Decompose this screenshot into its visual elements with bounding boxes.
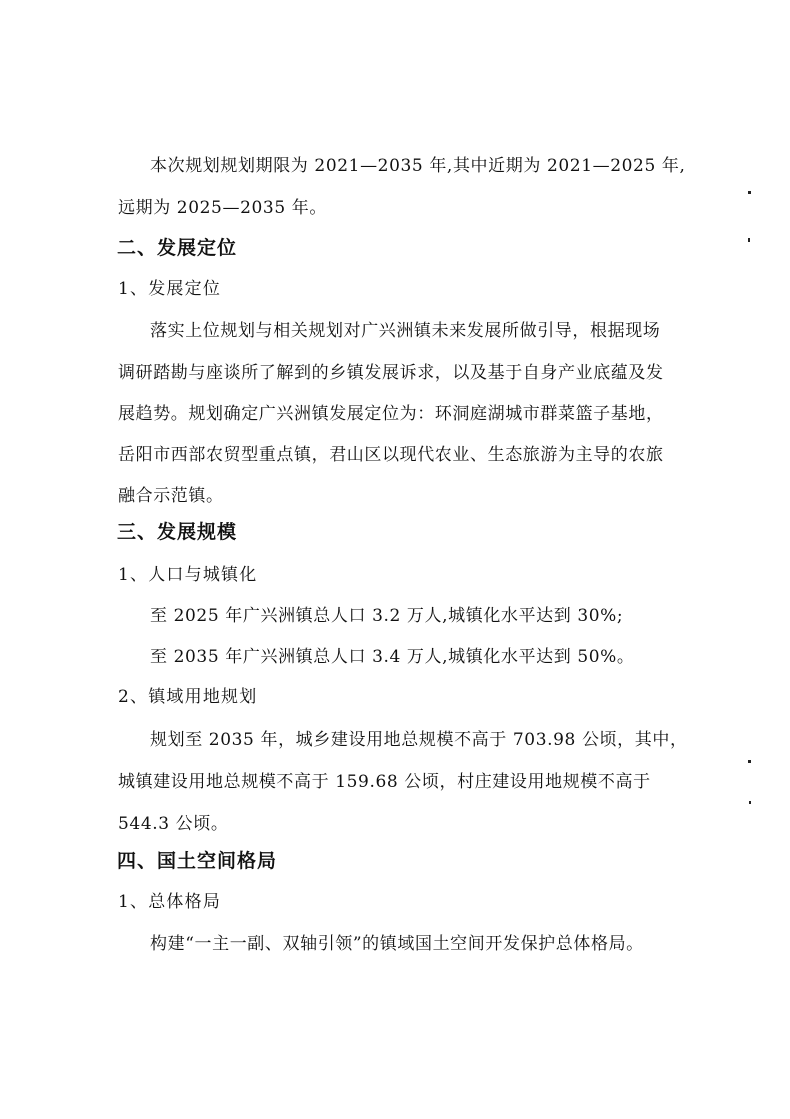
land-line-3: 544.3 公顷。	[118, 814, 229, 834]
population-2025: 至 2025 年广兴洲镇总人口 3.2 万人,城镇化水平达到 30%;	[150, 606, 624, 626]
scan-speck	[748, 238, 750, 242]
land-line-2: 城镇建设用地总规模不高于 159.68 公顷，村庄建设用地规模不高于	[118, 772, 651, 792]
population-2035: 至 2035 年广兴洲镇总人口 3.4 万人,城镇化水平达到 50%。	[150, 647, 635, 667]
scan-speck	[748, 191, 751, 194]
positioning-line-2: 调研踏勘与座谈所了解到的乡镇发展诉求，以及基于自身产业底蕴及发	[118, 363, 664, 383]
section-heading-scale: 三、发展规模	[117, 521, 238, 543]
subheading-overall-pattern: 1、总体格局	[118, 892, 222, 912]
positioning-line-4: 岳阳市西部农贸型重点镇，君山区以现代农业、生态旅游为主导的农旅	[118, 445, 664, 465]
subheading-land-use: 2、镇域用地规划	[118, 687, 258, 707]
positioning-line-1: 落实上位规划与相关规划对广兴洲镇未来发展所做引导，根据现场	[150, 321, 661, 341]
subheading-population: 1、人口与城镇化	[118, 565, 258, 585]
period-line-2: 远期为 2025—2035 年。	[118, 198, 327, 218]
positioning-line-3: 展趋势。规划确定广兴洲镇发展定位为：环洞庭湖城市群菜篮子基地，	[118, 404, 664, 424]
section-heading-positioning: 二、发展定位	[117, 237, 238, 259]
positioning-line-5: 融合示范镇。	[118, 486, 224, 506]
land-line-1: 规划至 2035 年，城乡建设用地总规模不高于 703.98 公顷，其中，	[150, 730, 688, 750]
section-heading-spatial: 四、国土空间格局	[117, 850, 278, 872]
scan-speck	[749, 801, 751, 804]
subheading-positioning: 1、发展定位	[118, 279, 222, 299]
period-line-1: 本次规划规划期限为 2021—2035 年,其中近期为 2021—2025 年,	[150, 156, 686, 176]
spatial-line-1: 构建“一主一副、双轴引领”的镇域国土空间开发保护总体格局。	[150, 934, 644, 954]
scan-speck	[748, 760, 751, 763]
